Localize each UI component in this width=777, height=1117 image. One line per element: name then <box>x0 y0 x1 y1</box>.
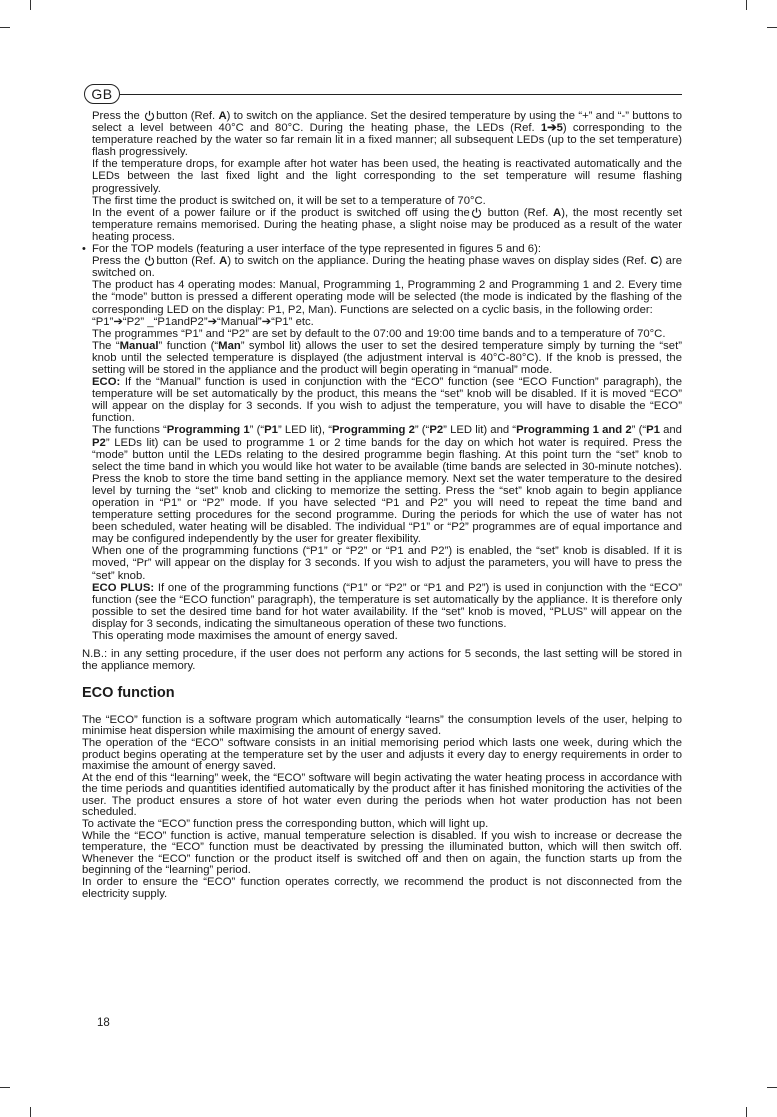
paragraph: The product has 4 operating modes: Manual, Programming 1, Programming 2 and Programming 1 and 2. Every time the “mode” button is pressed a different operating mode will be selected (the mode is indicated by the flashing of the corresponding LED on the display: P1, P2, Man). Functions are selected on a cyclic basis, in the following order: <box>92 279 682 316</box>
page-content <box>82 110 682 900</box>
paragraph: The first time the product is switched on, it will be set to a temperature of 70°C. <box>92 194 486 207</box>
crop-mark <box>0 27 10 28</box>
section-top-models <box>82 243 683 643</box>
paragraph: ECO PLUS: If one of the programming functions (“P1” or “P2” or “P1 and P2”) is used in conjunction with the “ECO” function (see the “ECO function” paragraph), the temperature is set automatically by the appliance. It is therefore only possible to set the desired time band for hot water availability. If the “set” knob is moved, “PLUS” will appear on the display for 3 seconds, indicating the simultaneous operation of these two functions. <box>92 581 682 630</box>
note-paragraph: N.B.: in any setting procedure, if the user does not perform any actions for 5 seconds, the last setting will be stored in the appliance memory. <box>82 648 682 673</box>
section-heading: ECO function <box>82 684 175 701</box>
bullet: • <box>82 243 86 256</box>
paragraph: The programmes “P1” and “P2” are set by default to the 07:00 and 19:00 time bands and to a temperature of 70°C. <box>92 327 666 340</box>
crop-mark <box>0 1087 10 1088</box>
power-icon <box>144 255 155 266</box>
power-icon <box>471 207 482 218</box>
language-badge: GB <box>84 84 120 104</box>
paragraph: The “Manual” function (“Man” symbol lit) allows the user to set the desired temperature simply by turning the “set” knob until the selected temperature is displayed (the adjustment interval is 40°C-80°C). If the knob is pressed, the setting will be stored in the appliance and the product will begin operating in “manual” mode. <box>92 339 682 376</box>
paragraph: When one of the programming functions (“P1” or “P2” or “P1 and P2”) is enabled, the “set” knob is disabled. If it is moved, “Pr” will appear on the display for 3 seconds. If you wish to adjust the parameters, you will have to press the “set” knob. <box>92 545 682 582</box>
paragraph: For the TOP models (featuring a user interface of the type represented in figures 5 and 6): <box>92 243 541 256</box>
crop-mark <box>30 1107 31 1117</box>
header-rule <box>120 94 682 95</box>
mode-sequence: “P1”➔“P2” _“P1andP2”➔“Manual”➔“P1” etc. <box>92 315 314 328</box>
paragraph: The functions “Programming 1” (“P1” LED lit), “Programming 2” (“P2” LED lit) and “Programming 1 and 2” (“P1 and P2” LEDs lit) can be used to programme 1 or 2 time bands for the day on which hot water is required. Press the “mode” button until the LEDs relating to the desired programme begin flashing. At this point turn the “set” knob to select the time band in which you would like hot water to be available (time bands are selected in 30-minute notches). Press the knob to store the time band setting in the appliance memory. Next set the water temperature to the desired level by turning the “set” knob and clicking to memorize the setting. Press the “set” knob again to begin appliance operation in “P1” or “P2” mode. If you have selected “P1 and P2” you will need to repeat the time band and temperature setting procedures for the second programme. During the periods for which the use of water has not been scheduled, water heating will be disabled. The individual “P1” or “P2” programmes are of equal importance and may be configured independently by the user for greater flexibility. <box>92 424 682 546</box>
section-standard-models <box>92 110 682 243</box>
paragraph: In order to ensure the “ECO” function operates correctly, we recommend the product is not disconnected from the electricity supply. <box>82 876 682 900</box>
paragraph: To activate the “ECO” function press the corresponding button, which will light up. <box>82 818 489 831</box>
power-icon <box>144 110 155 121</box>
page-number: 18 <box>97 1017 110 1029</box>
paragraph: At the end of this “learning” week, the “ECO” software will begin activating the water heating process in accordance with the time periods and quantities identified automatically by the product after it has finished monitoring the activities of the user. The product ensures a store of hot water even during the periods when hot water production has not been scheduled. <box>82 771 682 819</box>
paragraph: ECO: If the “Manual” function is used in conjunction with the “ECO” function (see “ECO Function” paragraph), the temperature will be set automatically by the product, this means the “set” knob will be disabled. If it is moved “ECO” will appear on the display for 3 seconds. If you wish to adjust the temperature, you will have to disable the “ECO” function. <box>92 376 682 425</box>
paragraph: The operation of the “ECO” software consists in an initial memorising period which lasts one week, during which the product begins operating at the temperature set by the user and adjusts it every day to energy requirements in order to maximise the amount of energy saved. <box>82 736 682 773</box>
crop-mark <box>767 1087 777 1088</box>
paragraph: If the temperature drops, for example after hot water has been used, the heating is reactivated automatically and the LEDs between the last fixed light and the light corresponding to the set temperature will resume flashing progressively. <box>92 158 682 195</box>
paragraph: While the “ECO” function is active, manual temperature selection is disabled. If you wish to increase or decrease the temperature, the “ECO” function must be deactivated by pressing the illuminated button, which will then switch off. Whenever the “ECO” function or the product itself is switched off and then on again, the function starts up from the beginning of the “learning” period. <box>82 829 682 877</box>
paragraph: The “ECO” function is a software program which automatically “learns” the consumption levels of the user, helping to minimise heat dispersion while maximising the amount of energy saved. <box>82 713 682 738</box>
crop-mark <box>746 0 747 10</box>
crop-mark <box>746 1107 747 1117</box>
crop-mark <box>30 0 31 10</box>
paragraph: This operating mode maximises the amount of energy saved. <box>92 630 398 643</box>
section-eco <box>82 715 682 901</box>
paragraph: Press the button (Ref. A) to switch on the appliance. Set the desired temperature by using the “+” and “-” buttons to select a level between 40°C and 80°C. During the heating phase, the LEDs (Ref. 1➔5) corresponding to the temperature reached by the water so far remain lit in a fixed manner; all subsequent LEDs (up to the set temperature) flash progressively. <box>92 110 683 159</box>
paragraph: In the event of a power failure or if the product is switched off using the button (Ref. A), the most recently set temperature remains memorised. During the heating phase, a slight noise may be produced as a result of the water heating process. <box>92 206 682 243</box>
paragraph: Press the button (Ref. A) to switch on the appliance. During the heating phase waves on display sides (Ref. C) are switched on. <box>92 255 683 280</box>
crop-mark <box>767 27 777 28</box>
